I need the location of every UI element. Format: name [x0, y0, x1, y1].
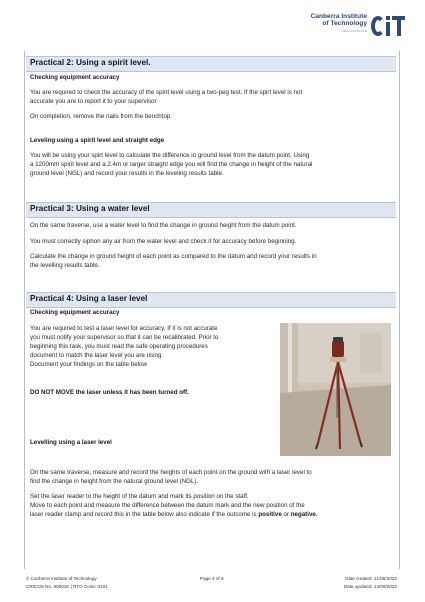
word-negative: negative.: [290, 511, 318, 518]
logo-line-2: of Technology: [322, 19, 367, 27]
laser-level-tripod-photo: [280, 323, 391, 456]
p4-paragraph-c: Set the laser reader to the height of the datum and mark its position on the staff.: [30, 493, 249, 500]
subheading-checking-accuracy: Checking equipment accuracy: [30, 74, 120, 81]
p4-paragraph-b: find the change in height from the natural ground level (NGL).: [30, 478, 199, 485]
p4-line-5: Document your findings on the table below: [30, 361, 147, 368]
cit-logo-mark-icon: [371, 14, 405, 38]
footer-copyright: © Canberra Institute of Technology: [26, 576, 97, 581]
p2-paragraph-3c: ground level (NGL) and record your results in the leveling results table.: [30, 170, 224, 177]
subheading-spirit-level: Leveling using a spirit level and straight edge: [30, 137, 165, 144]
logo-line-1: Canberra Institute: [310, 13, 367, 20]
section-heading-practical-4: Practical 4: Using a laser level: [26, 292, 396, 308]
p4-line-3: beginning this task, you must read the safe operating procedures: [30, 343, 208, 350]
p4-paragraph-e: laser reader clamp and record this in the table below also indicate if the outcome is positive or negative.: [30, 511, 318, 518]
p4-line-1: You are required to test a laser level for accuracy. If it is not accurate: [30, 325, 218, 332]
p4-paragraph-a: On the same traverse, measure and record the heights of each point on the ground with a laser level to: [30, 469, 312, 476]
p3-paragraph-3a: Calculate the change in ground height of each point as compared to the datum and record your results in: [30, 253, 317, 260]
footer-page-number: Page 4 of 9: [200, 576, 224, 581]
p4-line-4: document to match the laser level you are using.: [30, 352, 164, 359]
p3-paragraph-2: You must correctly siphon any air from the water level and check it for accuracy before beginning.: [30, 238, 297, 245]
p3-paragraph-1: On the same traverse, use a water level to find the change in ground height from the datum point.: [30, 222, 297, 229]
footer-code: CRICOS No. 00001K | RTO Code: 0101: [26, 584, 108, 589]
footer-date-updated: Date updated: 14/09/2022: [343, 584, 397, 589]
section-heading-practical-2: Practical 2: Using a spirit level.: [26, 56, 396, 72]
subheading-laser-levelling: Levelling using a laser level: [30, 439, 112, 446]
p2-paragraph-1b: accurate you are to report it to your supervisor: [30, 98, 157, 105]
p2-paragraph-3a: You will be using your spirt level to calculate the difference in ground level from the datum point. Using: [30, 152, 310, 159]
cit-logo: [311, 14, 405, 38]
p2-paragraph-2: On completion, remove the nails from the benchtop.: [30, 113, 173, 120]
p4-paragraph-d: Move to each point and measure the difference between the datum mark and the new position of the: [30, 502, 305, 509]
p2-paragraph-1a: You are required to check the accuracy of the spirit level using a two-peg test. If the spirt level is not: [30, 89, 303, 96]
footer-date-created: Date created: 21/06/2022: [345, 576, 397, 581]
subheading-laser-accuracy: Checking equipment accuracy: [30, 309, 120, 316]
word-positive: positive: [258, 511, 282, 518]
logo-tagline: SKILLS FOR LIFE: [342, 28, 367, 33]
section-heading-practical-3: Practical 3: Using a water level: [26, 202, 396, 218]
p3-paragraph-3b: the levelling results table.: [30, 262, 100, 269]
p2-paragraph-3b: a 1200mm spirit level and a 2.4m or larger straight edge you will find the change in height of the natural: [30, 161, 313, 168]
laser-warning: DO NOT MOVE the laser unless it has been turned off.: [30, 389, 189, 396]
p4-line-2: you must notify your supervisor so that it can be recalibrated. Prior to: [30, 334, 219, 341]
